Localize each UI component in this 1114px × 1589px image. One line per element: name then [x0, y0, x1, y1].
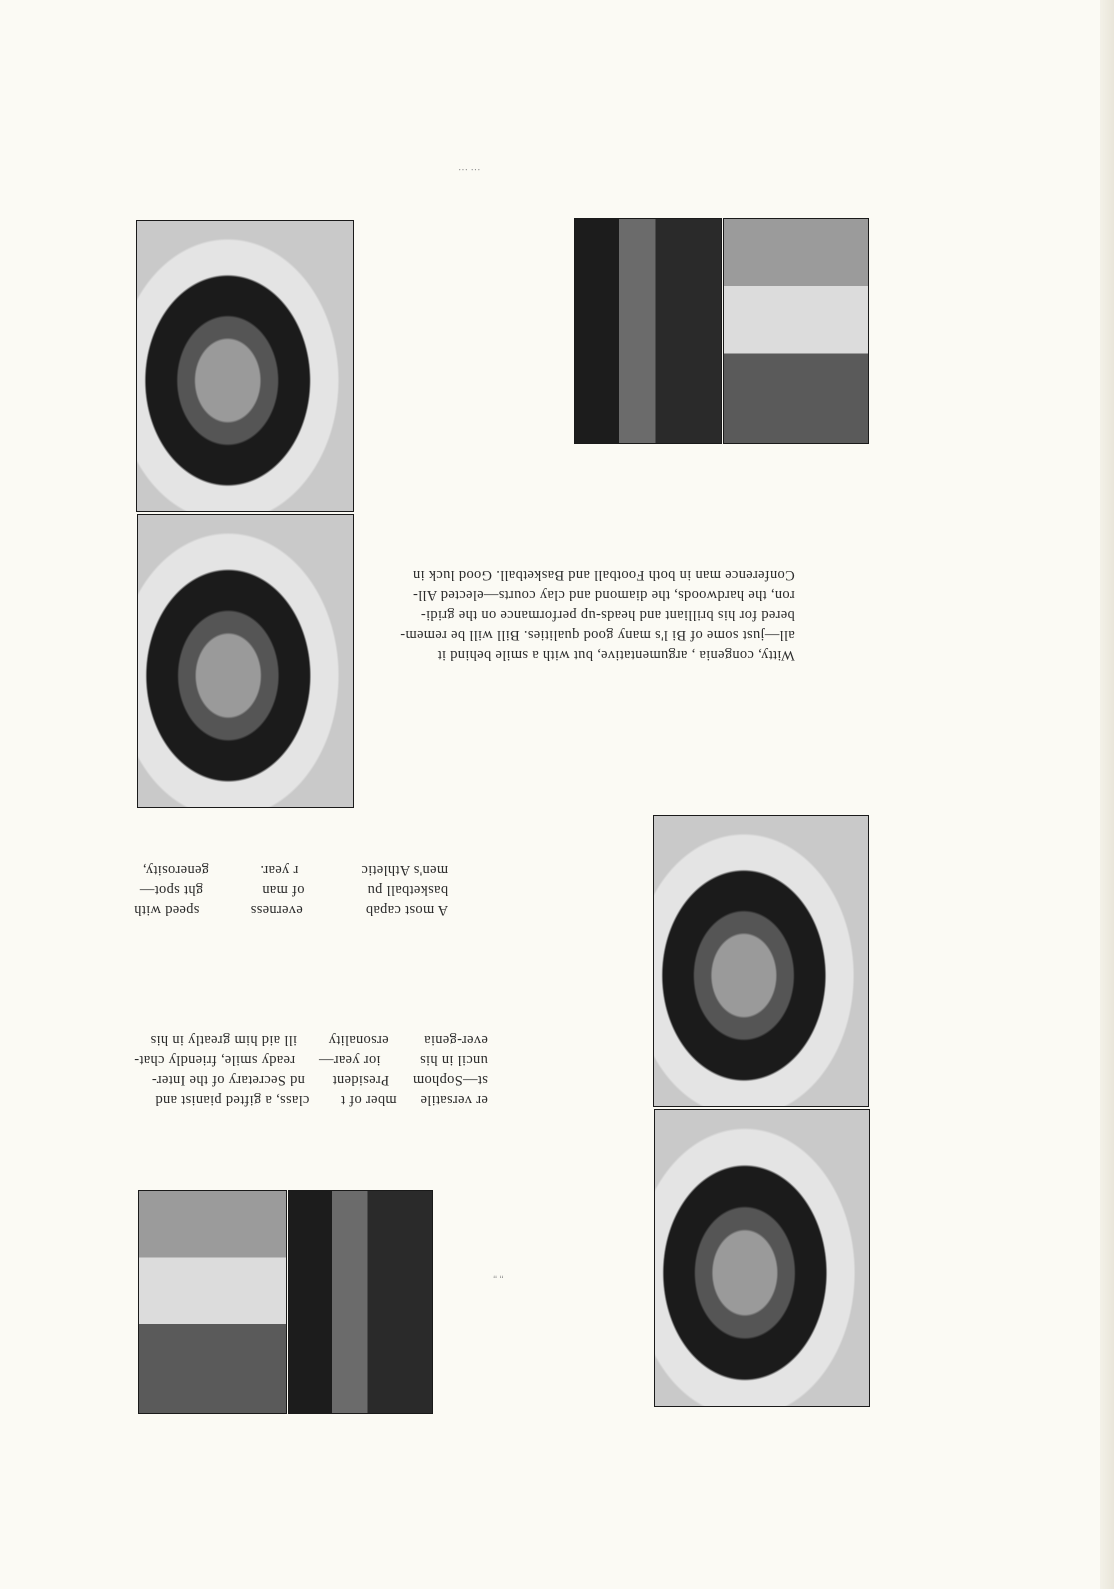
snapshot-photo-2: [723, 218, 869, 444]
printer-mark-bottom: " ": [493, 1268, 504, 1279]
text-line: ron, the hardwoods, the diamond and clay courts—elected All-: [412, 587, 795, 603]
text-line: A most capab everness speed with: [134, 902, 449, 918]
text-line: ever-genia ersonality ill aid him greatly in his: [150, 1032, 488, 1048]
text-line: all—just some of Bi l's many good qualities. Bill will be remem-: [400, 627, 795, 643]
portrait-photo-3: [653, 815, 869, 1107]
printer-mark-top: ··· ···: [458, 163, 481, 174]
portrait-photo-1: [136, 220, 354, 512]
page-edge: [1100, 0, 1114, 1589]
text-line: bered for his brilliant and heads-up performance on the gridi-: [420, 607, 795, 623]
portrait-photo-2: [137, 514, 354, 808]
text-line: Conference man in both Football and Basketball. Good luck in: [412, 567, 795, 583]
text-line: basketball pu of man ght spot—: [139, 882, 449, 898]
text-line: uncil in his ior year— ready smile, friendly chat-: [134, 1052, 488, 1068]
snapshot-photo-1: [574, 218, 722, 444]
athlete-bio-paragraph: [134, 860, 448, 920]
pianist-bio-paragraph: [134, 1030, 488, 1110]
bill-bio-paragraph: [400, 565, 795, 665]
text-line: er versatile mber of t class, a gifted pianist and: [155, 1092, 488, 1108]
portrait-photo-4: [654, 1109, 870, 1407]
text-line: st—Sophom President nd Secretary of the Inter-: [151, 1072, 488, 1088]
text-line: Witty, congenia , argumentative, but with a smile behind it: [437, 647, 795, 663]
snapshot-photo-4: [288, 1190, 433, 1414]
text-line: men's Athletic r year. generosity,: [142, 862, 449, 878]
snapshot-photo-3: [138, 1190, 287, 1414]
